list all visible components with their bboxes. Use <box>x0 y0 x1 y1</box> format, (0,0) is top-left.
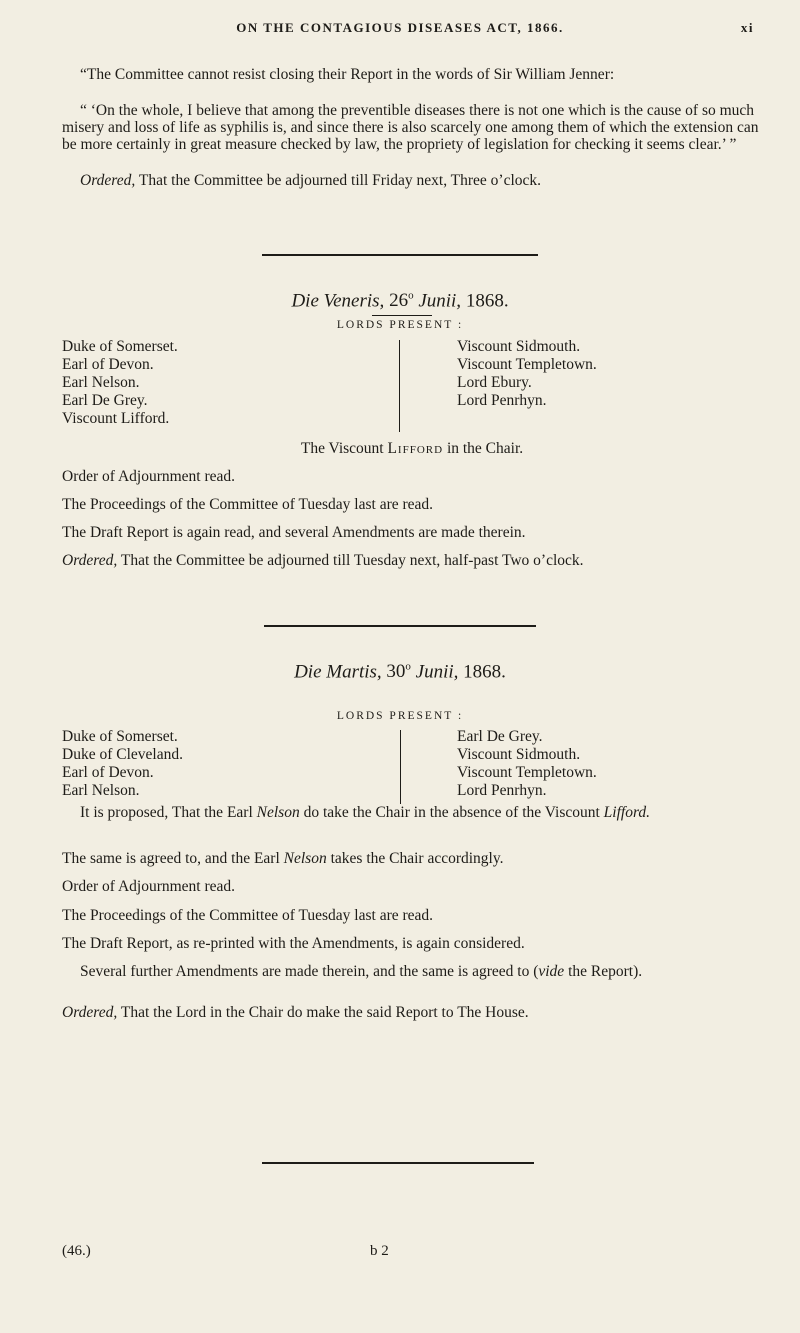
section-divider <box>262 1162 534 1164</box>
signature-mark: b 2 <box>370 1243 389 1259</box>
lords-left-column <box>62 728 183 800</box>
chair-proposal: It is proposed, That the Earl Nelson do take the Chair in the absence of the Viscount Lifford. <box>80 804 651 821</box>
lord-name: Lord Penrhyn. <box>457 392 547 409</box>
lords-left-column <box>62 338 178 428</box>
lord-name: Viscount Sidmouth. <box>457 746 581 763</box>
lord-name: Earl Nelson. <box>62 374 140 391</box>
ordered-text: That the Committee be adjourned till Friday next, Three o’clock. <box>138 172 542 189</box>
proceedings-read: The Proceedings of the Committee of Tuesday last are read. <box>62 496 434 513</box>
column-divider <box>400 730 401 804</box>
adjournment-read: Order of Adjournment read. <box>62 468 236 485</box>
running-title: ON THE CONTAGIOUS DISEASES ACT, 1866. <box>236 20 564 35</box>
section-divider <box>264 625 536 627</box>
lord-name: Earl De Grey. <box>457 728 543 745</box>
lord-name: Viscount Templetown. <box>457 356 597 373</box>
page-number: xi <box>740 20 754 35</box>
footer-number: (46.) <box>62 1243 91 1259</box>
lord-name: Viscount Sidmouth. <box>457 338 581 355</box>
lord-name: Duke of Somerset. <box>62 338 178 355</box>
draft-report-considered: The Draft Report, as re-printed with the Amendments, is again considered. <box>62 935 525 952</box>
column-divider <box>399 340 400 432</box>
chair-name: Lifford <box>387 440 444 457</box>
lord-name: Earl De Grey. <box>62 392 148 409</box>
ordered-paragraph-3 <box>62 1004 762 1021</box>
section-divider <box>262 254 538 256</box>
lord-name: Viscount Templetown. <box>457 764 597 781</box>
committee-intro: “The Committee cannot resist closing their Report in the words of Sir William Jenner: <box>80 66 615 83</box>
ordered-paragraph-1 <box>62 172 762 189</box>
lord-name: Earl of Devon. <box>62 764 154 781</box>
lord-name: Duke of Cleveland. <box>62 746 183 763</box>
lords-present-heading: LORDS PRESENT : <box>336 710 464 722</box>
lord-name: Viscount Lifford. <box>62 410 170 427</box>
lords-present-heading: LORDS PRESENT : <box>336 319 464 331</box>
lord-name: Duke of Somerset. <box>62 728 178 745</box>
lords-right-column <box>457 338 597 410</box>
meeting-date-1: Die Veneris, 26$^o$ Junii, 1868. <box>291 290 509 312</box>
meeting-date-2: Die Martis, 30$^o$ Junii, 1868. <box>294 661 506 683</box>
jenner-quote: “ ‘On the whole, I believe that among the preventible diseases there is not one which is the cause of so much misery and loss of life as syphilis is, and since there is also scarcely one among them of which the extension can be more certainly in great measure checked by law, the propriety of legislation for checking it seems clear.’ ” <box>62 102 759 153</box>
ordered-text: That the Committee be adjourned till Tuesday next, half-past Two o’clock. <box>120 552 584 569</box>
lord-name: Lord Penrhyn. <box>457 782 547 799</box>
ordered-label: Ordered, <box>62 552 118 569</box>
ordered-paragraph-2 <box>62 552 762 569</box>
date-underline <box>372 315 432 316</box>
adjournment-read: Order of Adjournment read. <box>62 878 236 895</box>
chair-agreed: The same is agreed to, and the Earl Nelson takes the Chair accordingly. <box>62 850 504 867</box>
draft-report-read: The Draft Report is again read, and several Amendments are made therein. <box>62 524 526 541</box>
proceedings-read: The Proceedings of the Committee of Tuesday last are read. <box>62 907 434 924</box>
amendments-agreed: Several further Amendments are made therein, and the same is agreed to (vide the Report). <box>80 963 643 980</box>
lord-name: Earl of Devon. <box>62 356 154 373</box>
ordered-label: Ordered, <box>80 172 136 189</box>
lord-name: Lord Ebury. <box>457 374 532 391</box>
lords-right-column <box>457 728 597 800</box>
lord-name: Earl Nelson. <box>62 782 140 799</box>
chair-statement: The Viscount Lifford in the Chair. <box>300 440 524 457</box>
ordered-text: That the Lord in the Chair do make the said Report to The House. <box>120 1004 529 1021</box>
ordered-label: Ordered, <box>62 1004 118 1021</box>
